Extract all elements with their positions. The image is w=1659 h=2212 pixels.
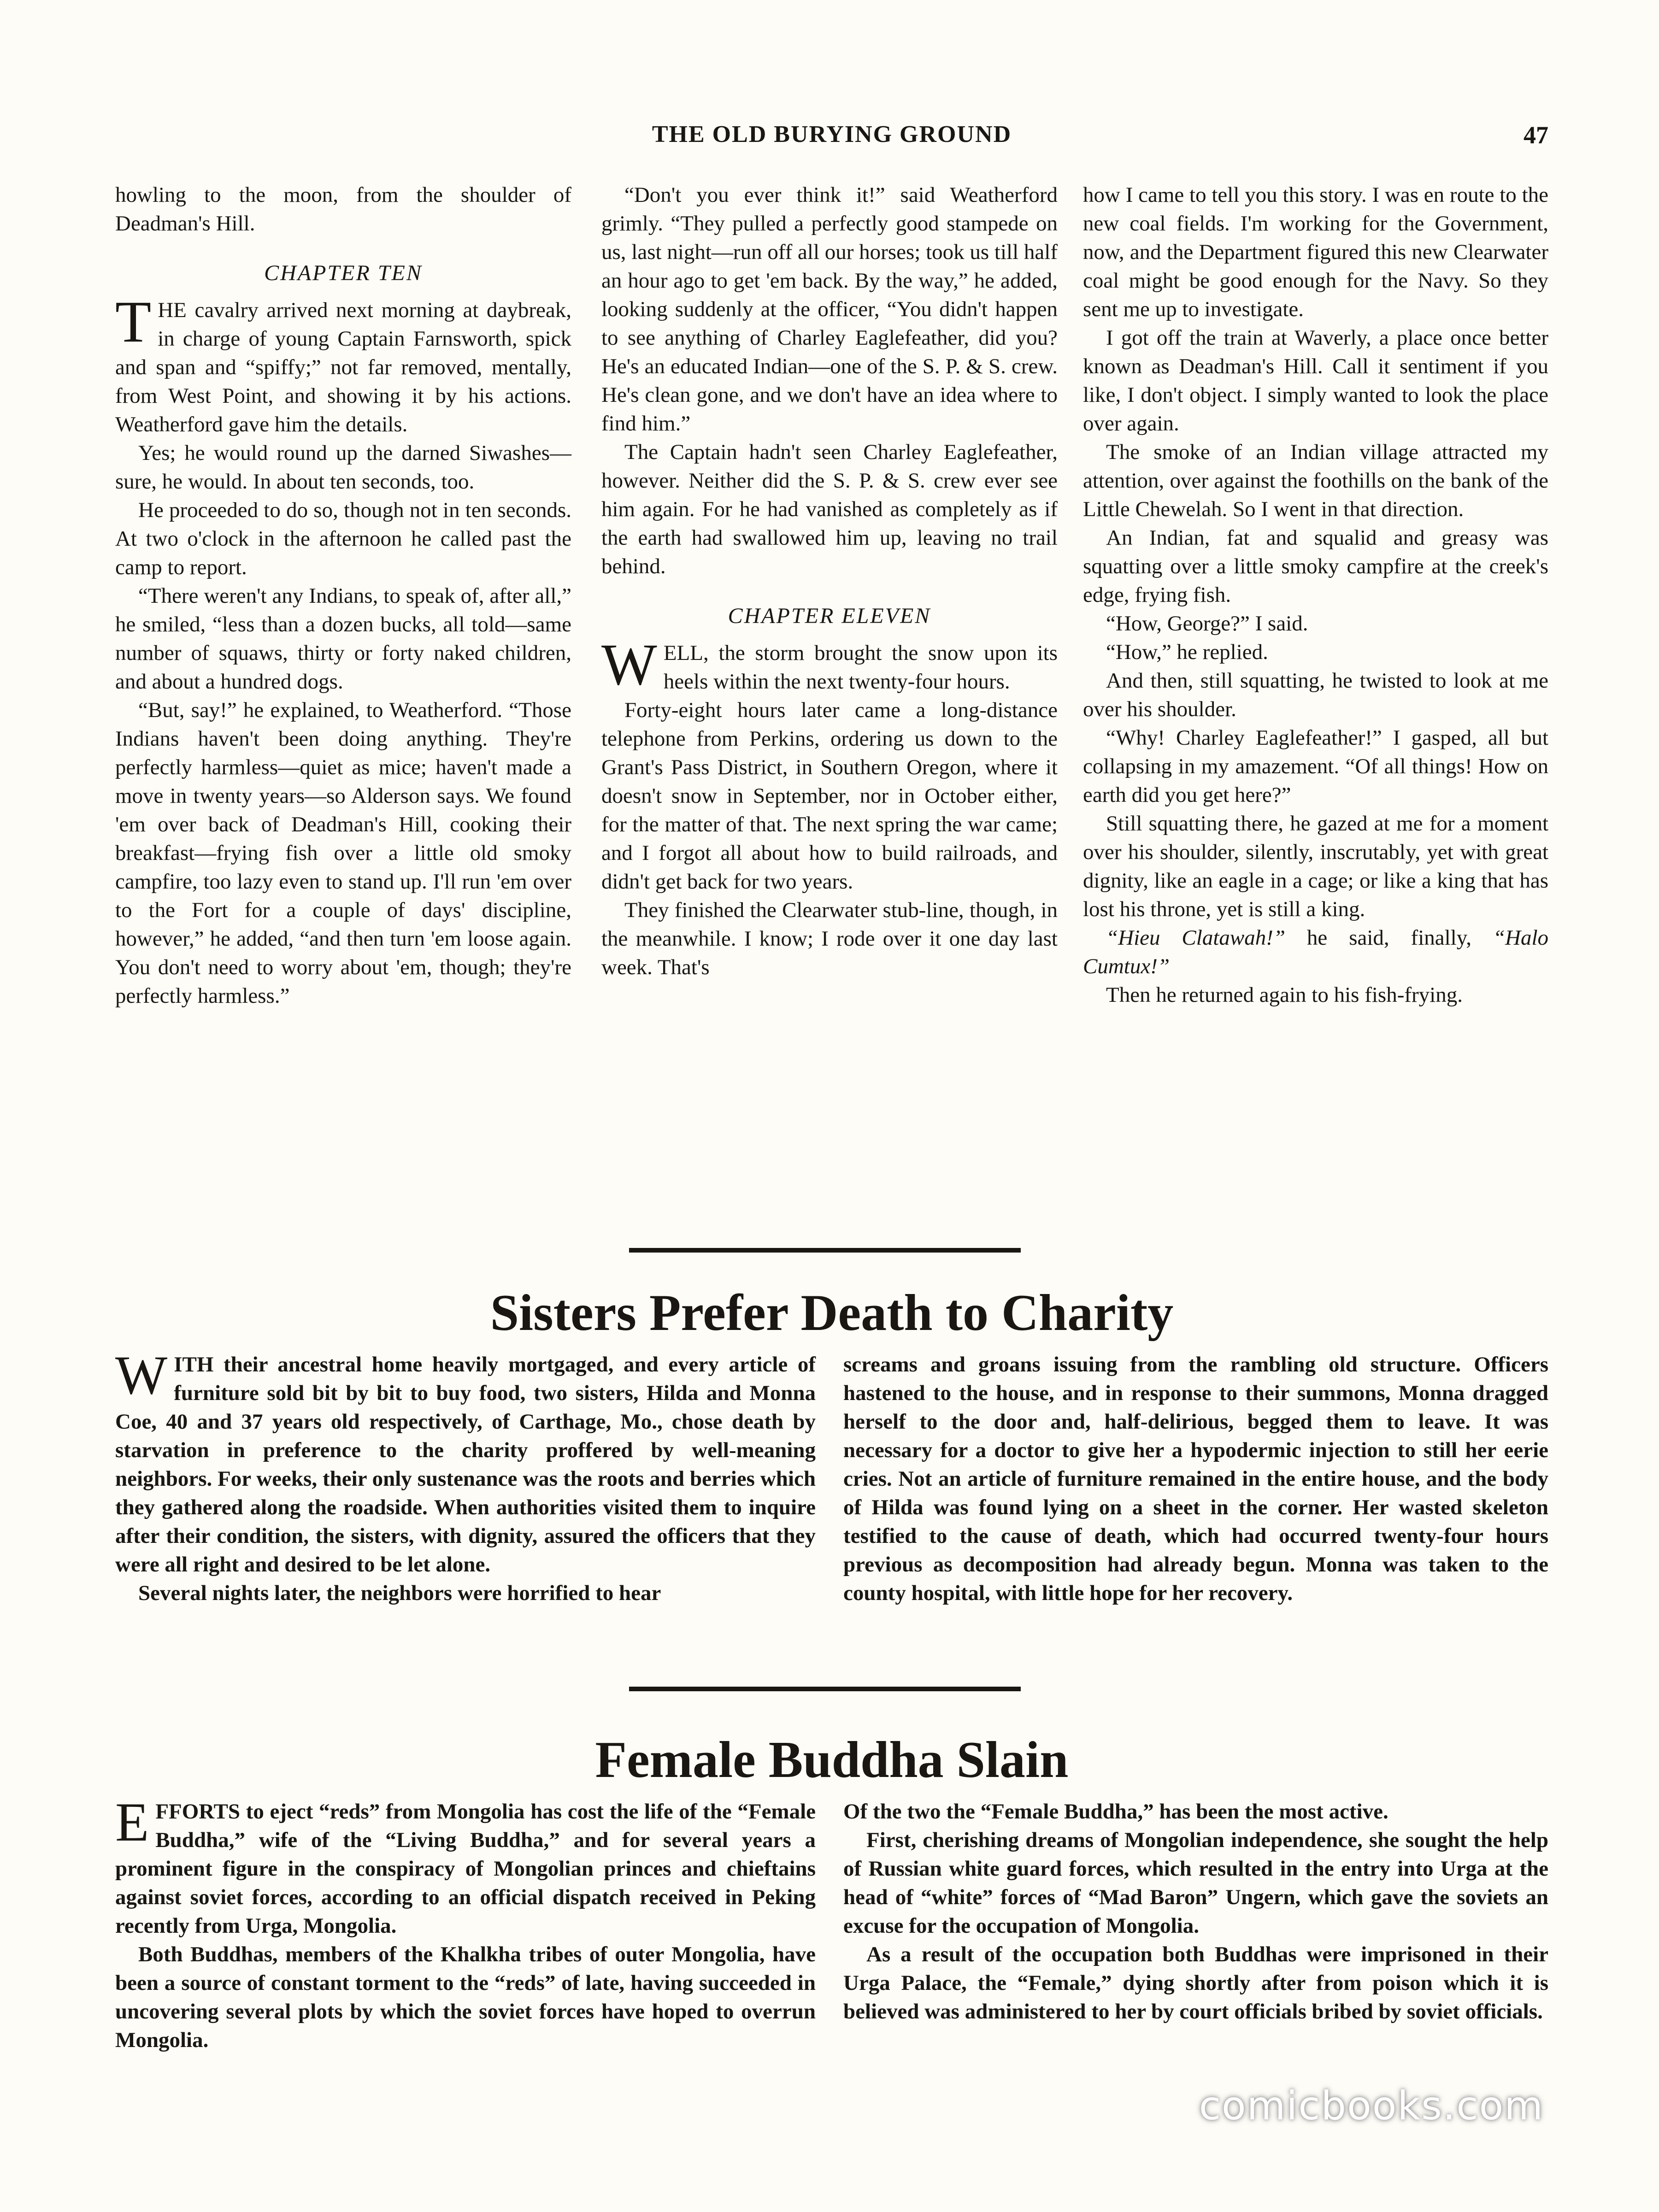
story-paragraph: Still squatting there, he gazed at me for a moment over his shoulder, silently, inscrutably, yet with great dignity, like an eagle in a cage; or like a king that has lost his throne, yet is still a king. bbox=[1083, 812, 1548, 921]
drop-cap: E bbox=[115, 1791, 149, 1853]
chapter-heading: CHAPTER TEN bbox=[264, 261, 423, 285]
story-paragraph: An Indian, fat and squalid and greasy was squatting over a little smoky campfire at the creek's edge, frying fish. bbox=[1083, 526, 1548, 607]
story-paragraph: howling to the moon, from the shoulder of Deadman's Hill. bbox=[115, 183, 571, 235]
story-column-3 bbox=[1083, 181, 1548, 1009]
article-column-1 bbox=[115, 1344, 816, 1607]
drop-cap: W bbox=[115, 1344, 168, 1406]
chinook-phrase: “Hieu Clatawah!” bbox=[1106, 926, 1286, 950]
article-title: Female Buddha Slain bbox=[595, 1731, 1069, 1788]
story-paragraph: They finished the Clearwater stub-line, though, in the meanwhile. I know; I rode over it one day last week. That's bbox=[601, 898, 1058, 979]
story-paragraph: “How, George?” I said. bbox=[1106, 612, 1308, 635]
story-paragraph: The Captain hadn't seen Charley Eaglefeather, however. Neither did the S. P. & S. crew ever see him again. For he had vanished as completely as if the earth had swallowed him up, leaving no trail behind. bbox=[601, 440, 1058, 578]
story-paragraph: I got off the train at Waverly, a place once better known as Deadman's Hill. Call it sentiment if you like, I don't object. I simply wanted to look the place over again. bbox=[1083, 326, 1548, 435]
story-column-1 bbox=[115, 181, 571, 1010]
article-paragraph: Of the two the “Female Buddha,” has been the most active. bbox=[843, 1800, 1388, 1824]
article-paragraph: First, cherishing dreams of Mongolian independence, she sought the help of Russian white guard forces, which resulted in the entry into Urga at the head of “white” forces of “Mad Baron” Ungern, which gave the soviets an excuse for the occupation of Mongolia. bbox=[843, 1828, 1548, 1938]
story-paragraph: “How,” he replied. bbox=[1106, 640, 1268, 664]
article-column-2 bbox=[843, 1797, 1548, 2026]
article-paragraph: Both Buddhas, members of the Khalkha tribes of outer Mongolia, have been a source of constant torment to the “reds” of late, having succeeded in uncovering several plots by which the soviet forces have hoped to overrun Mongolia. bbox=[115, 1942, 816, 2052]
story-paragraph: WELL, the storm brought the snow upon its heels within the next twenty-four hours. bbox=[601, 632, 1058, 697]
section-divider bbox=[629, 1248, 1021, 1253]
article-paragraph: WITH their ancestral home heavily mortgaged, and every article of furniture sold bit by bit to buy food, two sisters, Hilda and Monna Coe, 40 and 37 years old respectively, of Carthage, Mo., chose death by starvation in preference to the charity proffered by well-meaning neighbors. For weeks, their only sustenance was the roots and berries which they gathered along the roadside. When authorities visited them to inquire after their condition, the sisters, with dignity, assured the officers that they were all right and desired to be let alone. bbox=[115, 1344, 816, 1577]
story-paragraph: “Hieu Clatawah!” he said, finally, “Halo Cumtux!” bbox=[1083, 926, 1548, 978]
article-paragraph: EFFORTS to eject “reds” from Mongolia has cost the life of the “Female Buddha,” wife of the “Living Buddha,” and for several years a prominent figure in the conspiracy of Mongolian princes and chieftains against soviet forces, according to an official dispatch received in Peking recently from Urga, Mongolia. bbox=[115, 1791, 816, 1938]
story-paragraph: “Why! Charley Eaglefeather!” I gasped, all but collapsing in my amazement. “Of all things! How on earth did you get here?” bbox=[1083, 726, 1548, 807]
story-paragraph: “But, say!” he explained, to Weatherford. “Those Indians haven't been doing anything. They're perfectly harmless—quiet as mice; haven't made a move in twenty years—so Alderson says. We found 'em over back of Deadman's Hill, cooking their breakfast—frying fish over a little old smoky campfire, too lazy even to stand up. I'll run 'em over to the Fort for a couple of days' discipline, however,” he added, “and then turn 'em loose again. You don't need to worry about 'em, though; they're perfectly harmless.” bbox=[115, 698, 571, 1008]
article-paragraph: Several nights later, the neighbors were horrified to hear bbox=[138, 1581, 661, 1605]
article-column-1 bbox=[115, 1791, 816, 2054]
story-paragraph: The smoke of an Indian village attracted my attention, over against the foothills on the bank of the Little Chewelah. So I went in that direction. bbox=[1083, 440, 1548, 521]
site-watermark: comicbooks.com bbox=[1199, 2083, 1544, 2129]
story-paragraph: “Don't you ever think it!” said Weatherford grimly. “They pulled a perfectly good stampede on us, last night—run off all our horses; took us till half an hour ago to get 'em back. By the way,” he added, looking suddenly at the officer, “You didn't happen to see anything of Charley Eaglefeather, did you? He's an educated Indian—one of the S. P. & S. crew. He's clean gone, and we don't have an idea where to find him.” bbox=[601, 183, 1058, 435]
chapter-heading: CHAPTER ELEVEN bbox=[728, 604, 931, 628]
drop-cap: W bbox=[601, 632, 657, 697]
drop-cap: T bbox=[115, 289, 152, 354]
article-column-2 bbox=[843, 1350, 1548, 1607]
article-title: Sisters Prefer Death to Charity bbox=[490, 1284, 1174, 1341]
page-header bbox=[115, 121, 1548, 158]
story-column-2 bbox=[601, 181, 1058, 982]
article-paragraph: screams and groans issuing from the rambling old structure. Officers hastened to the house, and in response to their summons, Monna dragged herself to the door and, half-delirious, begged them to leave. It was necessary for a doctor to give her a hypodermic injection to still her eerie cries. Not an article of furniture remained in the entire house, and the body of Hilda was found lying on a sheet in the corner. Her wasted skeleton testified to the cause of death, which had occurred twenty-four hours previous as decomposition had already begun. Monna was taken to the county hospital, with little hope for her recovery. bbox=[843, 1353, 1548, 1605]
running-head: THE OLD BURYING GROUND bbox=[652, 121, 1012, 147]
story-paragraph: THE cavalry arrived next morning at daybreak, in charge of young Captain Farnsworth, spick and span and “spiffy;” not far removed, mentally, from West Point, and showing it by his actions. Weatherford gave him the details. bbox=[115, 289, 571, 436]
article-paragraph: As a result of the occupation both Buddhas were imprisoned in their Urga Palace, the “Female,” dying shortly after from poison which it is believed was administered to her by court officials bribed by soviet officials. bbox=[843, 1942, 1548, 2024]
story-paragraph: “There weren't any Indians, to speak of, after all,” he smiled, “less than a dozen bucks, all told—same number of squaws, thirty or forty naked children, and about a hundred dogs. bbox=[115, 584, 571, 694]
story-paragraph: Then he returned again to his fish-frying. bbox=[1106, 983, 1463, 1007]
section-divider bbox=[629, 1687, 1021, 1691]
story-paragraph: Yes; he would round up the darned Siwashes—sure, he would. In about ten seconds, too. bbox=[115, 441, 571, 494]
chinook-phrase: “Halo Cumtux!” bbox=[1083, 926, 1548, 978]
story-paragraph: how I came to tell you this story. I was en route to the new coal fields. I'm working for the Government, now, and the Department figured this new Clearwater coal might be good enough for the Navy. So they sent me up to investigate. bbox=[1083, 183, 1548, 321]
story-paragraph: Forty-eight hours later came a long-distance telephone from Perkins, ordering us down to the Grant's Pass District, in Southern Oregon, where it doesn't snow in September, nor in October either, for the matter of that. The next spring the war came; and I forgot all about how to build railroads, and didn't get back for two years. bbox=[601, 698, 1058, 894]
story-paragraph: And then, still squatting, he twisted to look at me over his shoulder. bbox=[1083, 669, 1548, 721]
page-number: 47 bbox=[1524, 121, 1548, 149]
story-paragraph: He proceeded to do so, though not in ten seconds. At two o'clock in the afternoon he called past the camp to report. bbox=[115, 498, 571, 579]
